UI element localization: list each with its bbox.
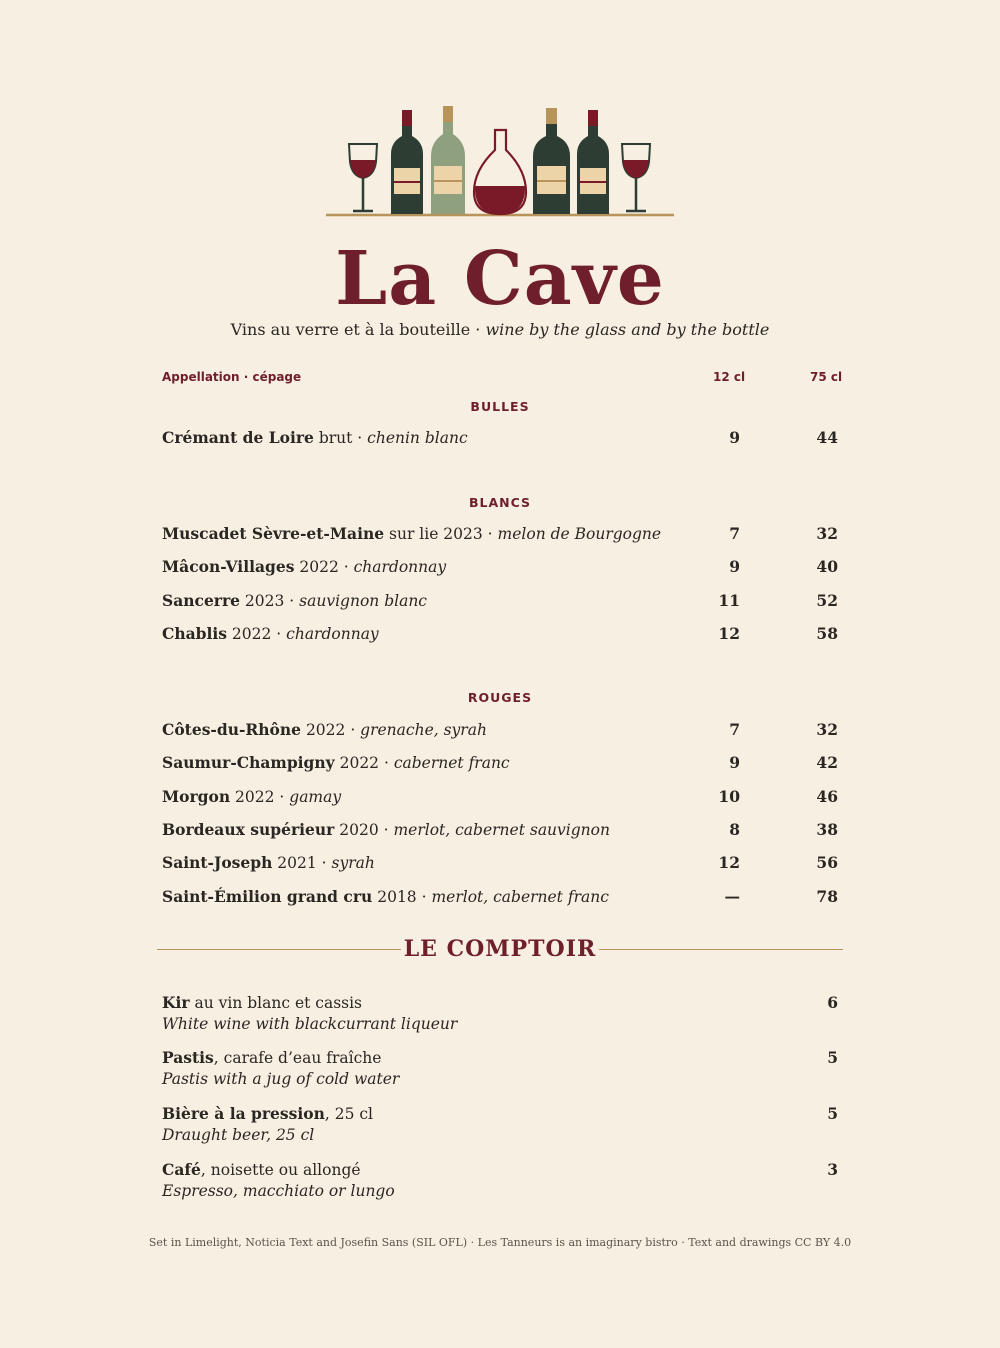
bottle-price: 56	[816, 853, 838, 872]
wine-detail: 2022 ·	[334, 754, 394, 772]
drink-detail: , noisette ou allongé	[200, 1161, 361, 1179]
bottle-price: 40	[816, 557, 838, 576]
drink-french	[162, 993, 362, 1012]
glass-price: 12	[718, 624, 740, 643]
wine-row	[162, 428, 842, 452]
subtitle-separator: ·	[470, 320, 486, 339]
wine-bottle-icon	[431, 106, 465, 214]
wine-grape: merlot, cabernet franc	[431, 888, 609, 906]
wine-grape: merlot, cabernet sauvignon	[393, 821, 610, 839]
wine-bottle-icon	[533, 108, 570, 214]
drink-price: 5	[827, 1104, 838, 1123]
glass-price: —	[724, 887, 740, 906]
page-title: La Cave	[335, 236, 665, 322]
wine-detail: 2023 ·	[240, 592, 300, 610]
glass-price: 11	[718, 591, 740, 610]
drink-english: Draught beer, 25 cl	[162, 1126, 315, 1144]
wine-row	[162, 887, 842, 911]
wine-description	[162, 753, 510, 772]
wine-description	[162, 624, 379, 643]
wine-row	[162, 524, 842, 548]
drink-name: Bière à la pression	[162, 1104, 325, 1123]
drink-price: 6	[827, 993, 838, 1012]
column-header-glass: 12 cl	[713, 370, 746, 384]
bottle-price: 32	[816, 524, 838, 543]
wine-name: Sancerre	[162, 591, 240, 610]
wine-description	[162, 557, 446, 576]
column-header-bottle: 75 cl	[810, 370, 843, 384]
subtitle-english: wine by the glass and by the bottle	[485, 320, 770, 339]
wine-detail: 2020 ·	[334, 821, 394, 839]
decanter-icon	[474, 130, 526, 214]
wine-description	[162, 591, 427, 610]
wine-detail: 2021 ·	[272, 854, 332, 872]
wine-name: Saint-Joseph	[162, 853, 273, 872]
bottle-price: 58	[816, 624, 838, 643]
wine-grape: syrah	[331, 854, 375, 872]
wine-glass-icon	[622, 144, 650, 211]
wine-bottle-icon	[577, 110, 609, 214]
drink-english: Pastis with a jug of cold water	[162, 1070, 400, 1088]
wine-detail: 2018 ·	[372, 888, 432, 906]
drink-detail: au vin blanc et cassis	[189, 994, 363, 1012]
glass-price: 9	[729, 557, 740, 576]
wine-grape: sauvignon blanc	[299, 592, 427, 610]
drink-item	[162, 993, 842, 1043]
page-subtitle	[0, 320, 1000, 339]
drink-french	[162, 1104, 373, 1123]
section-title-rouges: ROUGES	[467, 690, 533, 705]
drink-item	[162, 1160, 842, 1210]
column-header-appellation: Appellation · cépage	[162, 370, 302, 384]
wine-name: Saumur-Champigny	[162, 753, 335, 772]
section-title-comptoir: LE COMPTOIR	[403, 936, 597, 962]
glass-price: 7	[729, 524, 740, 543]
drink-item	[162, 1048, 842, 1098]
wine-name: Mâcon-Villages	[162, 557, 295, 576]
glass-price: 8	[729, 820, 740, 839]
wine-grape: melon de Bourgogne	[497, 525, 662, 543]
wine-detail: 2022 ·	[301, 721, 361, 739]
wine-grape: chardonnay	[286, 625, 379, 643]
wine-grape: chenin blanc	[367, 429, 468, 447]
glass-price: 12	[718, 853, 740, 872]
wine-grape: grenache, syrah	[360, 721, 487, 739]
wine-grape: gamay	[289, 788, 342, 806]
drink-name: Café	[162, 1160, 201, 1179]
wine-name: Côtes-du-Rhône	[162, 720, 302, 739]
footer-credits: Set in Limelight, Noticia Text and Josefin Sans (SIL OFL) · Les Tanneurs is an imaginary bistro · Text and drawings CC BY 4.0	[148, 1236, 852, 1249]
wine-name: Saint-Émilion grand cru	[162, 887, 373, 906]
drink-price: 3	[827, 1160, 838, 1179]
drink-french	[162, 1048, 381, 1067]
wine-detail: brut ·	[313, 429, 368, 447]
wine-name: Bordeaux supérieur	[162, 820, 335, 839]
wine-detail: 2022 ·	[294, 558, 354, 576]
bottle-price: 78	[816, 887, 838, 906]
section-title-blancs: BLANCS	[468, 495, 532, 510]
subtitle-french: Vins au verre et à la bouteille	[230, 320, 471, 339]
bottle-price: 44	[816, 428, 838, 447]
wine-detail: 2022 ·	[230, 788, 290, 806]
wine-row	[162, 557, 842, 581]
drink-name: Kir	[162, 993, 190, 1012]
drink-name: Pastis	[162, 1048, 214, 1067]
drink-english: White wine with blackcurrant liqueur	[162, 1015, 458, 1033]
wine-row	[162, 624, 842, 648]
glass-price: 7	[729, 720, 740, 739]
wine-name: Morgon	[162, 787, 231, 806]
drink-french	[162, 1160, 361, 1179]
wine-row	[162, 591, 842, 615]
wine-description	[162, 720, 487, 739]
wine-grape: chardonnay	[353, 558, 447, 576]
bottle-price: 52	[816, 591, 838, 610]
wine-description	[162, 428, 468, 447]
wine-description	[162, 887, 609, 906]
drink-item	[162, 1104, 842, 1154]
drink-detail: , 25 cl	[324, 1105, 374, 1123]
wine-row	[162, 820, 842, 844]
bottle-price: 46	[816, 787, 838, 806]
wine-row	[162, 853, 842, 877]
wine-description	[162, 820, 610, 839]
glass-price: 9	[729, 753, 740, 772]
wine-name: Muscadet Sèvre-et-Maine	[162, 524, 385, 543]
wine-illustration	[320, 100, 680, 220]
wine-detail: sur lie 2023 ·	[384, 525, 498, 543]
wine-grape: cabernet franc	[393, 754, 510, 772]
bottle-price: 42	[816, 753, 838, 772]
drink-price: 5	[827, 1048, 838, 1067]
wine-name: Crémant de Loire	[162, 428, 314, 447]
wine-row	[162, 787, 842, 811]
wine-description	[162, 524, 661, 543]
wine-description	[162, 853, 375, 872]
wine-row	[162, 753, 842, 777]
wine-glass-icon	[349, 144, 377, 211]
glass-price: 9	[729, 428, 740, 447]
bottle-price: 38	[816, 820, 838, 839]
drink-detail: , carafe d’eau fraîche	[213, 1049, 382, 1067]
wine-detail: 2022 ·	[227, 625, 287, 643]
wine-name: Chablis	[162, 624, 227, 643]
section-title-bulles: BULLES	[470, 399, 530, 414]
wine-bottle-icon	[391, 110, 423, 214]
glass-price: 10	[718, 787, 740, 806]
wine-description	[162, 787, 341, 806]
drink-english: Espresso, macchiato or lungo	[162, 1182, 395, 1200]
bottle-price: 32	[816, 720, 838, 739]
wine-row	[162, 720, 842, 744]
